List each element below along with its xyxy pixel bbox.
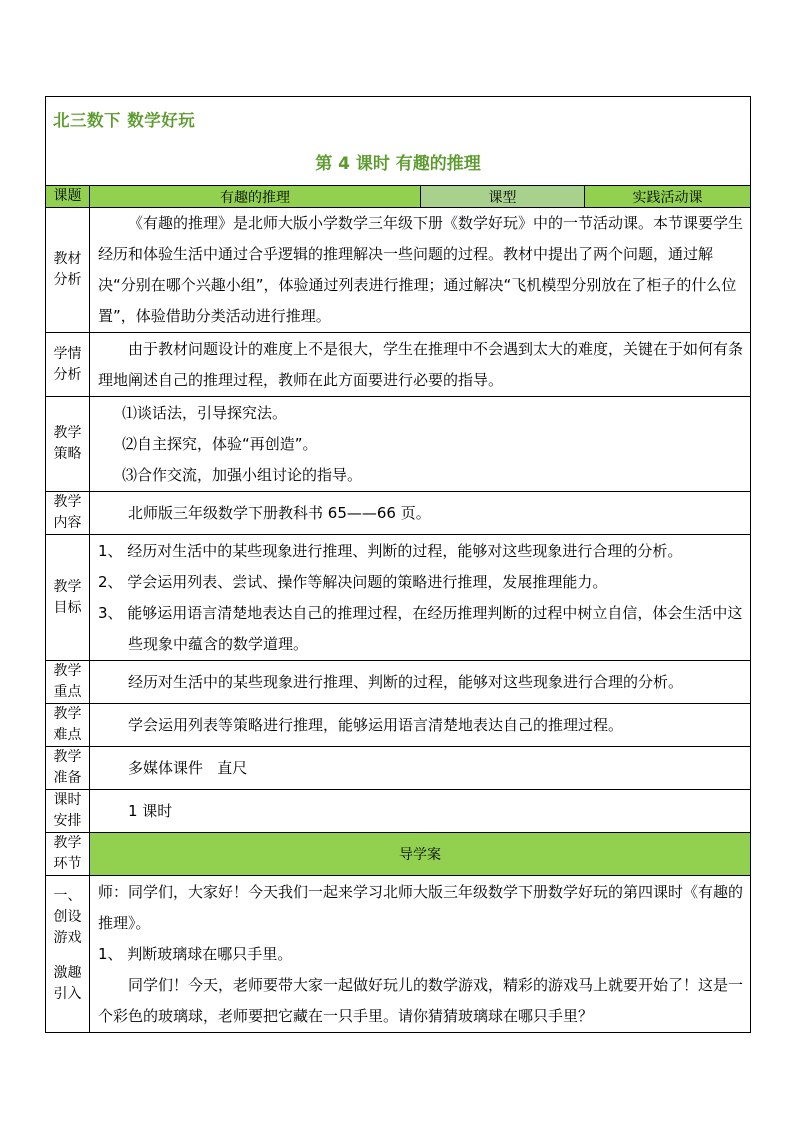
goals-list: [90, 535, 751, 661]
topic-row: [46, 186, 751, 208]
intro-content: [90, 876, 751, 1033]
material-row: [46, 208, 751, 333]
prep-label: 教学 准备: [46, 747, 90, 790]
focus-row: [46, 661, 751, 704]
strategy-item: ⑵自主探究，体验“再创造”。: [122, 434, 318, 453]
students-row: [46, 333, 751, 397]
intro-paragraph: 师：同学们，大家好！今天我们一起来学习北师大版三年级数学下册数学好玩的第四课时《有趣的推理》。: [98, 882, 744, 932]
intro-paragraph: 1、 判断玻璃球在哪只手里。: [98, 944, 293, 963]
type-value: 实践活动课: [585, 186, 751, 208]
hours-row: [46, 790, 751, 833]
strategy-item: ⑴谈话法，引导探究法。: [122, 403, 288, 422]
strategy-row: [46, 397, 751, 492]
header-row: [46, 97, 751, 186]
stage-text: 导学案: [90, 833, 751, 876]
content-label: 教学 内容: [46, 492, 90, 535]
strategy-item: ⑶合作交流，加强小组讨论的指导。: [122, 465, 363, 484]
goals-row: [46, 535, 751, 661]
goal-item: 2、 学会运用列表、尝试、操作等解决问题的策略进行推理，发展推理能力。: [98, 572, 608, 591]
type-label: 课型: [421, 186, 585, 208]
students-text: 由于教材问题设计的难度上不是很大，学生在推理中不会遇到太大的难度，关键在于如何有条理地阐述自己的推理过程，教师在此方面要进行必要的指导。: [90, 333, 751, 397]
intro-paragraph: 同学们！今天，老师要带大家一起做好玩儿的数学游戏，精彩的游戏马上就要开始了！这是一个彩色的玻璃球，老师要把它藏在一只手里。请你猜猜玻璃球在哪只手里？: [98, 975, 744, 1025]
strategy-list: [90, 397, 751, 492]
lesson-plan-sheet: [45, 96, 750, 1033]
content-row: [46, 492, 751, 535]
goal-item: 1、 经历对生活中的某些现象进行推理、判断的过程，能够对这些现象进行合理的分析。: [98, 541, 683, 560]
lesson-title: 第 4 课时 有趣的推理: [315, 154, 481, 174]
topic-value: 有趣的推理: [90, 186, 421, 208]
lesson-plan-table: [45, 96, 751, 1033]
goals-label: 教学 目标: [46, 535, 90, 661]
hours-label: 课时 安排: [46, 790, 90, 833]
strategy-label: 教学 策略: [46, 397, 90, 492]
prep-row: [46, 747, 751, 790]
content-text: 北师版三年级数学下册教科书 65——66 页。: [90, 492, 751, 535]
difficulty-text: 学会运用列表等策略进行推理，能够运用语言清楚地表达自己的推理过程。: [90, 704, 751, 747]
topic-label: 课题: [46, 186, 90, 208]
hours-text: 1 课时: [90, 790, 751, 833]
focus-label: 教学 重点: [46, 661, 90, 704]
material-label: 教材 分析: [46, 208, 90, 333]
focus-text: 经历对生活中的某些现象进行推理、判断的过程，能够对这些现象进行合理的分析。: [90, 661, 751, 704]
stage-label: 教学 环节: [46, 833, 90, 876]
intro-label: 一、 创设 游戏 激趣 引入: [46, 876, 90, 1033]
doc-title: 北三数下 数学好玩: [53, 111, 196, 130]
intro-row: [46, 876, 751, 1033]
goal-item: 3、 能够运用语言清楚地表达自己的推理过程，在经历推理判断的过程中树立自信，体会生活中这些现象中蕴含的数学道理。: [98, 603, 743, 653]
difficulty-label: 教学 难点: [46, 704, 90, 747]
stage-row: [46, 833, 751, 876]
difficulty-row: [46, 704, 751, 747]
prep-text: 多媒体课件 直尺: [90, 747, 751, 790]
material-text: 《有趣的推理》是北师大版小学数学三年级下册《数学好玩》中的一节活动课。本节课要学生经历和体验生活中通过合乎逻辑的推理解决一些问题的过程。教材中提出了两个问题，通过解决“分别在哪个兴趣小组”，体验通过列表进行推理；通过解决“飞机模型分别放在了柜子的什么位置”，体验借助分类活动进行推理。: [90, 208, 751, 333]
header-cell: [46, 97, 751, 186]
students-label: 学情 分析: [46, 333, 90, 397]
